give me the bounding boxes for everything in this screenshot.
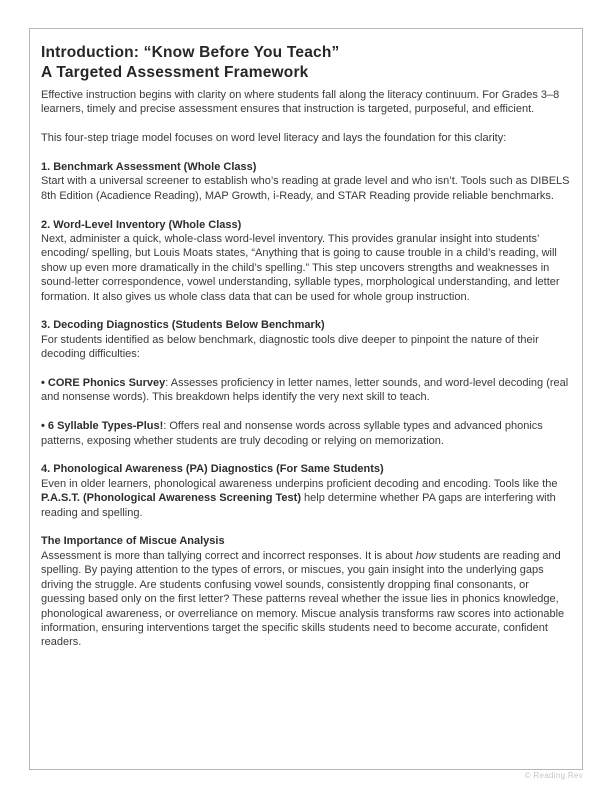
- section-4-heading: 4. Phonological Awareness (PA) Diagnostics (For Same Students): [41, 463, 384, 476]
- copyright-footer: © Reading Rev: [524, 771, 583, 780]
- section-4-body: Even in older learners, phonological awareness underpins proficient decoding and encoding. Tools like the P.A.S.T. (Phonological Awareness Screening Test) help determine whether PA gaps are interfering with reading and spelling.: [41, 477, 558, 519]
- section-decoding-diagnostics: [41, 318, 570, 448]
- content-frame: [29, 28, 583, 770]
- bullet-core-phonics-survey: • CORE Phonics Survey: Assesses proficiency in letter names, letter sounds, and word-level decoding (real and nonsense words). This breakdown helps identify the very next skill to teach.: [41, 377, 569, 404]
- section-1-heading: 1. Benchmark Assessment (Whole Class): [41, 161, 257, 173]
- intro-paragraph-2: This four-step triage model focuses on word level literacy and lays the foundation for this clarity:: [41, 132, 507, 145]
- section-5-heading: The Importance of Miscue Analysis: [41, 535, 225, 548]
- title-line-1: Introduction: “Know Before You Teach”: [41, 44, 340, 61]
- section-5-body: Assessment is more than tallying correct and incorrect responses. It is about how students are reading and spelling. By paying attention to the types of errors, or miscues, you gain insight into the underlying gaps driving the struggle. Are students confusing vowel sounds, consistently dropping final consonants, or guessing based only on the first letter? These patterns reveal whether the issue lies in phonics knowledge, phonological awareness, or overreliance on memory. Miscue analysis transforms raw scores into actionable information, ensuring interventions target the specific skills students need to become accurate, confident readers.: [41, 549, 565, 649]
- section-1-body: Start with a universal screener to establish who’s reading at grade level and who isn’t. Tools such as DIBELS 8th Edition (Acadience Reading), MAP Growth, i-Ready, and STAR Reading provide reliable benchmarks.: [41, 175, 570, 202]
- bullet-6-syllable-types-plus: • 6 Syllable Types-Plus!: Offers real and nonsense words across syllable types and advanced phonics patterns, exposing whether students are truly decoding or relying on memorization.: [41, 420, 543, 447]
- section-phonological-awareness: [41, 462, 570, 520]
- title-line-2: A Targeted Assessment Framework: [41, 64, 309, 81]
- section-2-heading: 2. Word-Level Inventory (Whole Class): [41, 218, 242, 231]
- section-3-heading: 3. Decoding Diagnostics (Students Below Benchmark): [41, 319, 325, 332]
- section-3-body: For students identified as below benchmark, diagnostic tools dive deeper to pinpoint the nature of their decoding difficulties:: [41, 333, 539, 361]
- intro-paragraph-1: Effective instruction begins with clarity on where students fall along the literacy continuum. For Grades 3–8 learners, timely and precise assessment ensures that instruction is targeted, purposeful, and efficient.: [41, 89, 560, 116]
- section-2-body: Next, administer a quick, whole-class word-level inventory. This provides granular insight into students’ encoding/ spelling, but Louis Moats states, “Anything that is going to cause trouble in a child’s reading, will show up even more dramatically in the child’s spelling.” This step uncovers strengths and weaknesses in sound-letter correspondence, vowel understanding, syllable types, morphological understanding, and letter formation. It also gives us whole class data that can be used for whole group instruction.: [41, 233, 560, 303]
- document-title: [41, 43, 570, 83]
- section-benchmark-assessment: [41, 160, 570, 203]
- section-word-level-inventory: [41, 218, 570, 304]
- section-miscue-analysis: [41, 534, 570, 649]
